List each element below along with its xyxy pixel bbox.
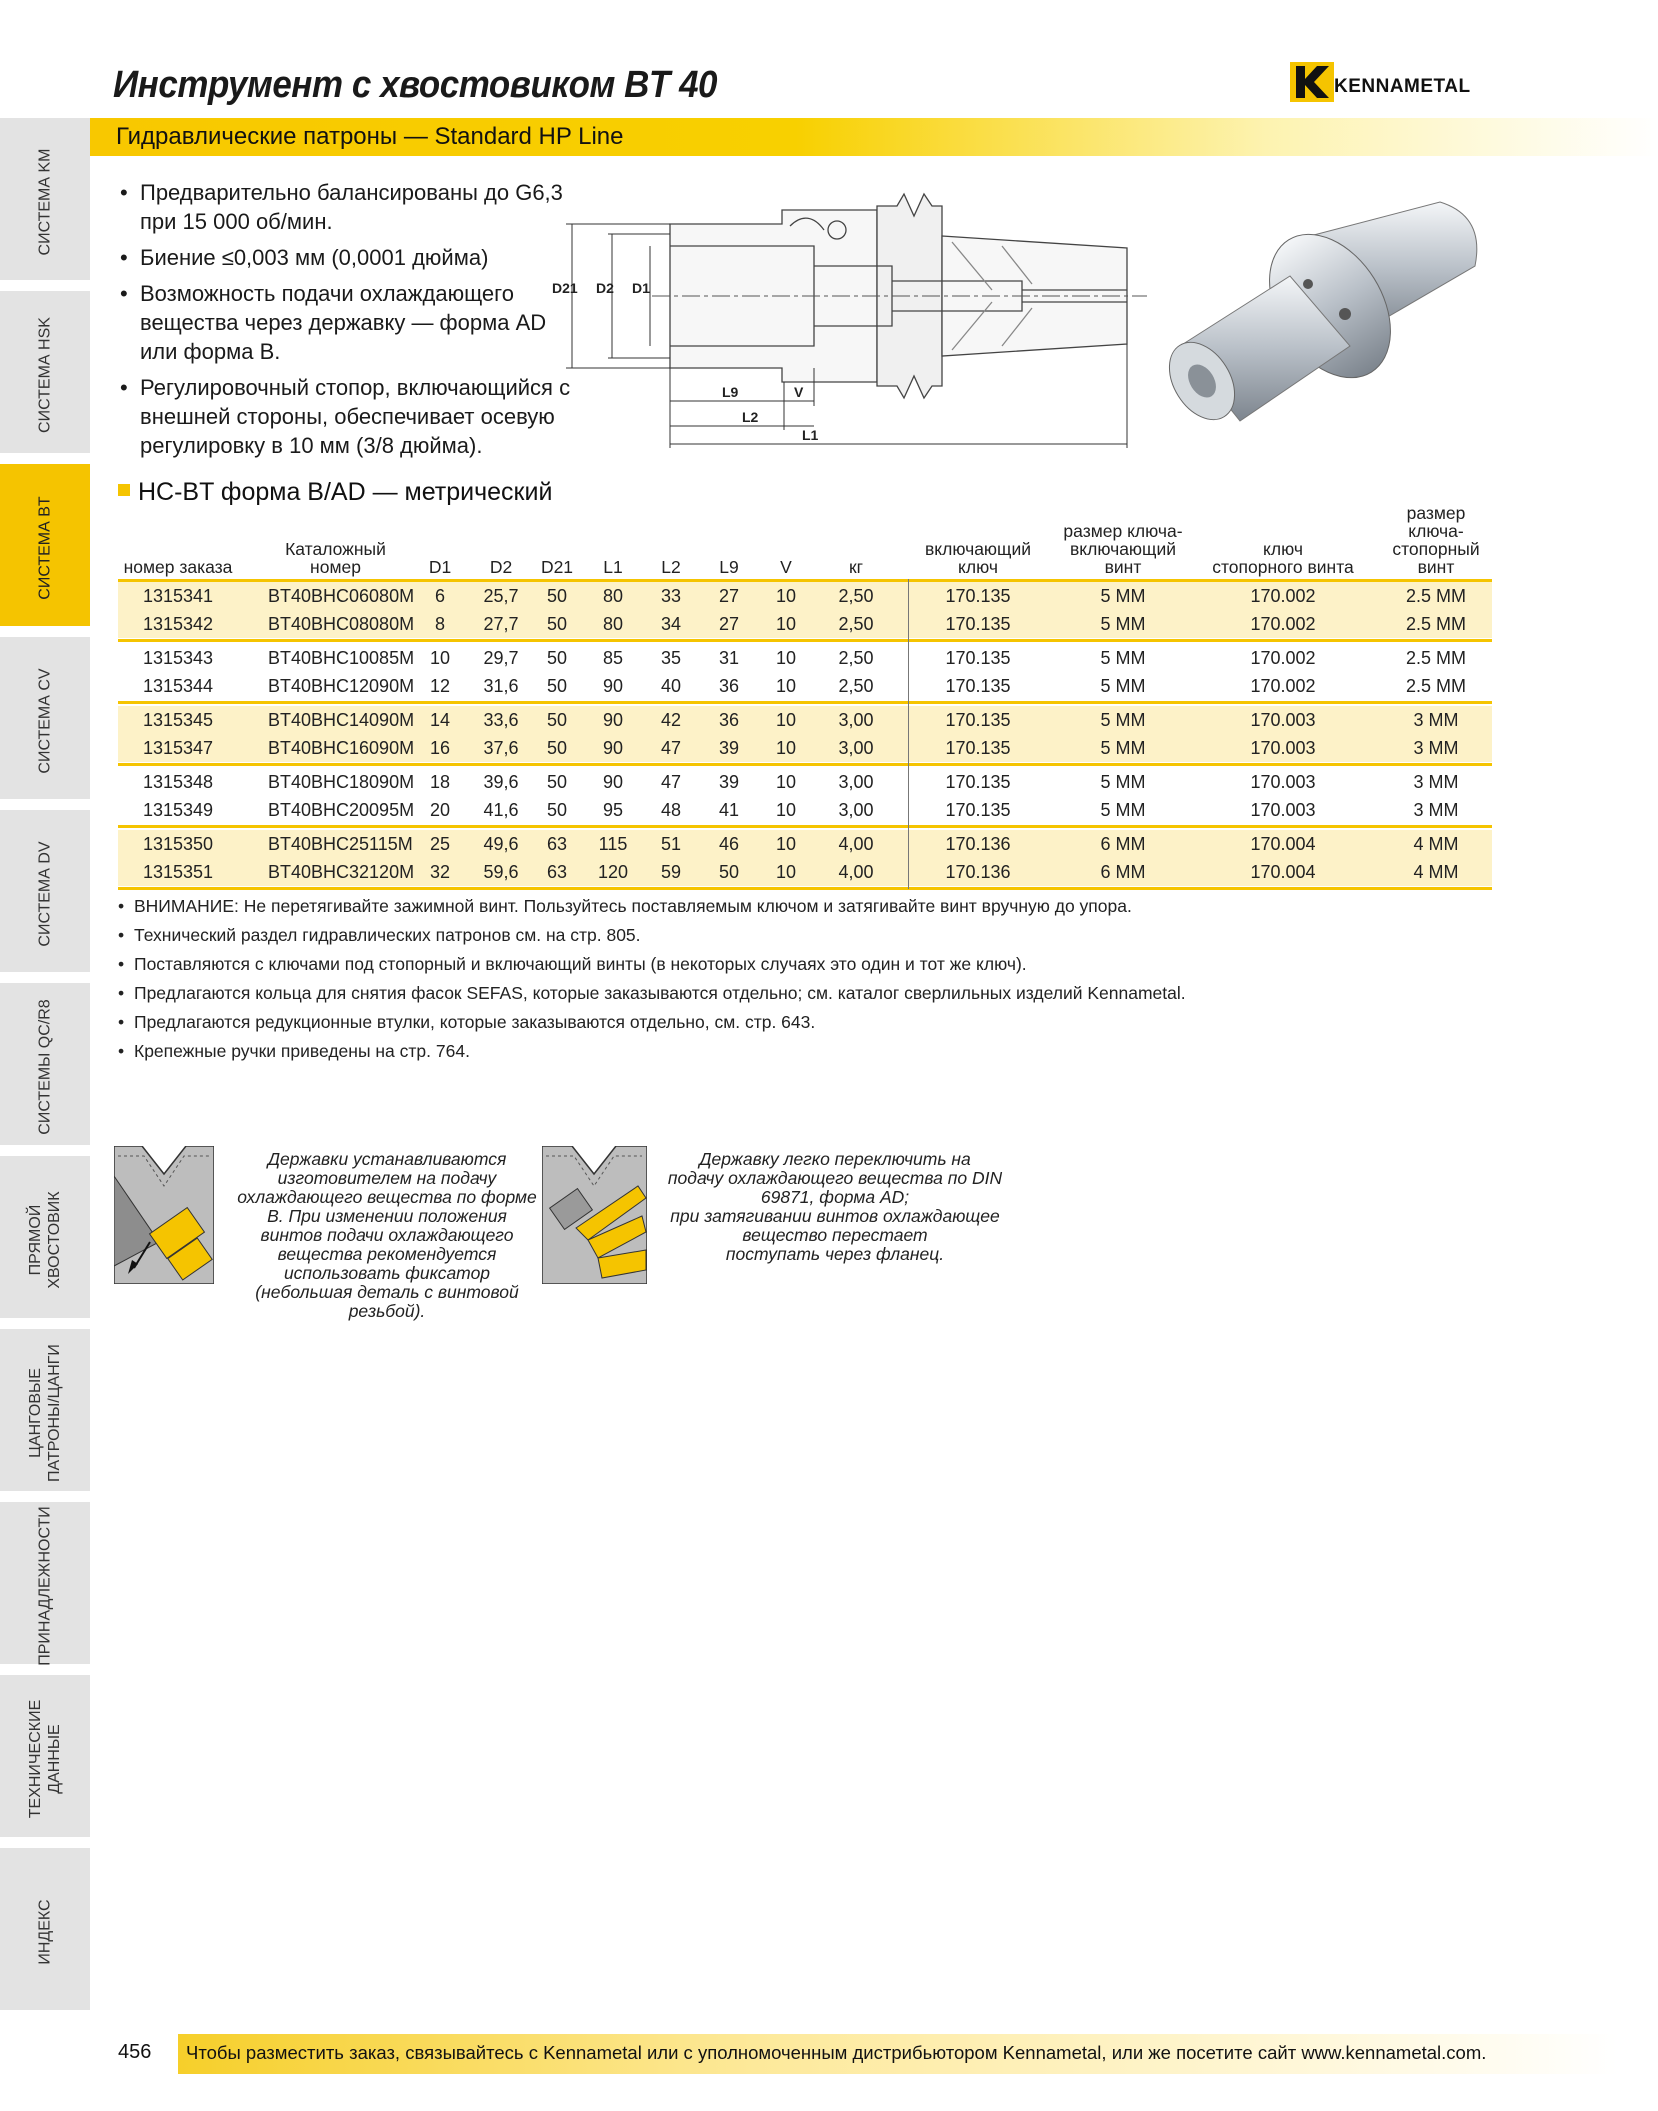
table-cell: 50 [546,800,568,820]
dim-d2-label: D2 [596,280,614,296]
kennametal-logo-icon [1290,62,1334,102]
table-cell: 1315347 [142,738,214,758]
note-item: • ВНИМАНИЕ: Не перетягивайте зажимной винт. Пользуйтесь поставляемым ключом и затягивайте винт вручную до упора. [118,892,1186,921]
table-cell: 90 [602,676,624,696]
table-cell: 39,6 [483,772,519,792]
table-cell: 35 [660,648,682,668]
table-cell: 1315351 [142,862,214,882]
sidebar-tab[interactable] [0,1675,90,1843]
feature-item: • Предварительно балансированы до G6,3 при 15 000 об/мин. [118,178,588,236]
sidebar-tab-label: СИСТЕМА KM [36,148,54,256]
note-item: • Технический раздел гидравлических патронов см. на стр. 805. [118,921,1186,950]
table-cell: 10 [775,738,797,758]
table-cell: 31 [718,648,740,668]
table-cell: 2,50 [838,648,874,668]
brand-name: KENNAMETAL [1334,76,1471,97]
table-cell: 115 [598,834,628,854]
table-cell: 170.135 [945,676,1011,696]
table-cell: 8 [434,614,445,634]
table-cell: 170.002 [1250,586,1316,606]
table-cell: 10 [775,710,797,730]
sidebar-tab[interactable] [0,1156,90,1324]
feature-item: • Биение ≤0,003 мм (0,0001 дюйма) [118,243,588,272]
table-cell: 1315342 [142,614,214,634]
table-cell: 50 [546,648,568,668]
table-cell: 31,6 [483,676,519,696]
table-cell: BT40BHC14090M [268,710,415,730]
table-cell: 42 [660,710,682,730]
table-cell: 2.5 MM [1405,586,1466,606]
dim-l9-label: L9 [722,384,739,400]
table-cell: 1315341 [142,586,214,606]
col-engage-key: включающий ключ [924,539,1032,577]
table-cell: 25,7 [483,586,519,606]
table-row [118,734,1492,762]
table-cell: 33,6 [483,710,519,730]
table-cell: 37,6 [483,738,519,758]
table-cell: 10 [775,586,797,606]
table-cell: BT40BHC32120M [268,862,415,882]
table-cell: 6 MM [1100,834,1146,854]
table-cell: 3,00 [838,738,874,758]
table-cell: 2.5 MM [1405,614,1466,634]
table-cell: BT40BHC10085M [268,648,415,668]
col-stop-key: ключ стопорного винта [1212,539,1354,577]
table-cell: 170.004 [1250,862,1316,882]
table-cell: 10 [775,648,797,668]
table-cell: 120 [597,862,629,882]
col-kg: кг [848,557,864,577]
table-group-separator [118,639,1492,642]
table-cell: 170.136 [945,862,1011,882]
table-group-separator [118,701,1492,704]
table-cell: 2.5 MM [1405,676,1466,696]
table-cell: BT40BHC12090M [268,676,415,696]
table-cell: 10 [775,676,797,696]
table-cell: 27 [718,586,740,606]
sidebar-tab-label: ТЕХНИЧЕСКИЕ ДАННЫЕ [27,1699,63,1819]
table-cell: 50 [546,586,568,606]
table-header [118,496,1492,576]
sidebar-tab[interactable] [0,1329,90,1497]
table-cell: 25 [429,834,451,854]
table-cell: 5 MM [1100,800,1146,820]
table-cell: 80 [602,586,624,606]
table-column-divider [908,579,909,889]
table-cell: 4,00 [838,862,874,882]
table-cell: 4 MM [1413,862,1459,882]
table-cell: 6 [434,586,445,606]
table-cell: 51 [660,834,682,854]
table-cell: 2,50 [838,676,874,696]
sidebar-tab[interactable] [0,1848,90,2016]
table-cell: 27,7 [483,614,519,634]
subtitle: Гидравлические патроны — Standard HP Line [116,123,624,150]
tool-holder-image [1140,196,1500,446]
sidebar-tab-label: СИСТЕМА CV [36,668,54,774]
col-engage-key-size: размер ключа- включающий винт [1063,521,1183,577]
note-item: • Предлагаются редукционные втулки, которые заказываются отдельно, см. стр. 643. [118,1008,1186,1037]
table-cell: 63 [546,834,568,854]
feature-item: • Возможность подачи охлаждающего вещества через державку — форма AD или форма B. [118,279,588,366]
table-cell: 10 [775,772,797,792]
col-l1: L1 [603,557,623,577]
yellow-square-icon [118,484,130,496]
footer-text: Чтобы разместить заказ, связывайтесь с Kennametal или с уполномоченным дистрибьютором Kennametal, или же посетите сайт www.kennametal.com. [186,2042,1487,2063]
table-cell: 1315344 [142,676,214,696]
table-cell: 39 [718,738,740,758]
table-cell: 170.002 [1250,614,1316,634]
coolant-form-b-diagram [114,1146,214,1284]
sidebar-tab-label: ИНДЕКС [36,1899,54,1965]
col-l2: L2 [661,557,681,577]
table-cell: 3,00 [838,772,874,792]
table-cell: 5 MM [1100,710,1146,730]
dim-l1-label: L1 [802,427,819,443]
dim-l2-label: L2 [742,409,759,425]
feature-item: • Регулировочный стопор, включающийся с внешней стороны, обеспечивает осевую регулировку в 10 мм (3/8 дюйма). [118,373,588,460]
sidebar-tab-label: ПРИНАДЛЕЖНОСТИ [36,1506,54,1666]
table-cell: 10 [775,800,797,820]
sidebar-tab[interactable] [0,291,90,459]
sidebar-tab-label: СИСТЕМА BT [36,496,54,600]
table-cell: 3,00 [838,800,874,820]
caption-form-b: Державки устанавливаются изготовителем на подачу охлаждающего вещества по форме B. При изменении положения винтов подачи охлаждающего вещества рекомендуется использовать фиксатор (небольшая деталь с винтовой резьбой). [237,1149,537,1321]
col-v: V [780,557,792,577]
table-cell: 48 [660,800,682,820]
table-cell: 170.003 [1250,772,1316,792]
table-cell: 170.135 [945,648,1011,668]
table-cell: 3 MM [1413,772,1459,792]
table-cell: 34 [660,614,682,634]
table-cell: 46 [718,834,740,854]
table-cell: 5 MM [1100,648,1146,668]
table-cell: 170.004 [1250,834,1316,854]
table-row [118,796,1492,824]
table-cell: 1315349 [142,800,214,820]
table-cell: 59 [660,862,682,882]
dim-d21-label: D21 [552,280,578,296]
table-cell: 170.135 [945,738,1011,758]
table-cell: 50 [718,862,740,882]
table-cell: BT40BHC08080M [268,614,415,634]
notes-list [118,892,1186,1066]
table-cell: 47 [660,772,682,792]
table-cell: 41,6 [483,800,519,820]
table-cell: 39 [718,772,740,792]
table-cell: 10 [429,648,451,668]
table-cell: 32 [429,862,451,882]
table-cell: 16 [429,738,451,758]
table-cell: 1315343 [142,648,214,668]
sidebar-tab-label: СИСТЕМЫ QC/R8 [36,999,54,1135]
table-cell: BT40BHC20095M [268,800,415,820]
table-cell: 95 [602,800,624,820]
table-cell: 36 [718,710,740,730]
dim-d1-label: D1 [632,280,650,296]
table-cell: 5 MM [1100,738,1146,758]
table-row [118,644,1492,672]
table-cell: BT40BHC16090M [268,738,415,758]
table-cell: 63 [546,862,568,882]
table-cell: 170.136 [945,834,1011,854]
table-row [118,768,1492,796]
table-cell: 85 [602,648,624,668]
table-cell: 14 [429,710,451,730]
table-cell: 50 [546,614,568,634]
table-cell: 80 [602,614,624,634]
caption-form-ad: Державку легко переключить на подачу охлаждающего вещества по DIN 69871, форма AD; при затягивании винтов охлаждающее вещество перестает поступать через фланец. [667,1149,1003,1264]
table-cell: 36 [718,676,740,696]
table-row [118,610,1492,638]
table-cell: 90 [602,738,624,758]
table-cell: 6 MM [1100,862,1146,882]
sidebar-tab[interactable] [0,1502,90,1670]
table-cell: 50 [546,738,568,758]
note-item: • Крепежные ручки приведены на стр. 764. [118,1037,1186,1066]
table-cell: 3 MM [1413,710,1459,730]
table-cell: 10 [775,834,797,854]
table-cell: 33 [660,586,682,606]
note-item: • Предлагаются кольца для снятия фасок SEFAS, которые заказываются отдельно; см. каталог сверлильных изделий Kennametal. [118,979,1186,1008]
table-cell: 1315345 [142,710,214,730]
table-cell: 3 MM [1413,800,1459,820]
table-row [118,672,1492,700]
table-cell: 1315350 [142,834,214,854]
sidebar-tab[interactable] [0,810,90,978]
table-row [118,830,1492,858]
table-row [118,706,1492,734]
sidebar-nav [0,118,90,2021]
table-cell: 41 [718,800,740,820]
table-cell: 170.135 [945,586,1011,606]
table-cell: 170.135 [945,772,1011,792]
table-cell: BT40BHC25115M [268,834,413,854]
table-cell: 40 [660,676,682,696]
table-cell: 5 MM [1100,676,1146,696]
table-cell: 4,00 [838,834,874,854]
table-cell: 50 [546,676,568,696]
sidebar-tab-label: СИСТЕМА HSK [36,317,54,433]
dim-v-label: V [794,384,804,400]
table-cell: 170.003 [1250,738,1316,758]
table-cell: 27 [718,614,740,634]
table-cell: 170.003 [1250,800,1316,820]
page-title: Инструмент с хвостовиком BT 40 [113,64,718,106]
section-heading-text: HC-BT форма B/AD — метрический [138,478,553,506]
technical-drawing [552,186,1152,458]
sidebar-tab[interactable] [0,118,90,286]
table-cell: 90 [602,710,624,730]
feature-list [118,178,588,467]
sidebar-tab-label: ПРЯМОЙ ХВОСТОВИК [27,1191,63,1289]
table-cell: 170.135 [945,614,1011,634]
table-cell: 49,6 [483,834,519,854]
table-group-separator [118,825,1492,828]
table-cell: 170.135 [945,710,1011,730]
table-cell: 2,50 [838,614,874,634]
table-cell: 59,6 [483,862,519,882]
table-cell: 170.135 [945,800,1011,820]
table-cell: 12 [429,676,451,696]
col-d21: D21 [540,557,574,577]
col-stop-key-size: размер ключа- стопорный винт [1392,503,1480,577]
kennametal-logo [1290,62,1500,104]
col-catalog-no: Каталожный номер [285,539,386,577]
col-order-no: номер заказа [123,557,233,577]
table-cell: 5 MM [1100,614,1146,634]
table-cell: 170.003 [1250,710,1316,730]
table-cell: 2.5 MM [1405,648,1466,668]
table-cell: 170.002 [1250,648,1316,668]
note-item: • Поставляются с ключами под стопорный и включающий винты (в некоторых случаях это один и тот же ключ). [118,950,1186,979]
table-cell: 3 MM [1413,738,1459,758]
table-cell: 10 [775,862,797,882]
table-group-separator [118,763,1492,766]
col-d2: D2 [489,557,513,577]
sidebar-tab-label: СИСТЕМА DV [36,841,54,947]
table-cell: 3,00 [838,710,874,730]
table-cell: 2,50 [838,586,874,606]
table-cell: 10 [775,614,797,634]
col-l9: L9 [719,557,739,577]
footer-band [178,2034,1618,2074]
table-cell: 47 [660,738,682,758]
table-row [118,582,1492,610]
sidebar-tab[interactable] [0,637,90,805]
sidebar-tab-label: ЦАНГОВЫЕ ПАТРОНЫ/ЦАНГИ [27,1344,63,1482]
coolant-form-ad-diagram [542,1146,647,1284]
table-cell: 50 [546,772,568,792]
subtitle-band [90,118,1658,156]
sidebar-tab[interactable] [0,464,90,632]
page-number: 456 [118,2041,152,2063]
sidebar-tab[interactable] [0,983,90,1151]
table-group-separator [118,887,1492,890]
table-cell: 5 MM [1100,586,1146,606]
table-cell: 50 [546,710,568,730]
table-cell: BT40BHC06080M [268,586,415,606]
table-cell: 4 MM [1413,834,1459,854]
table-cell: 5 MM [1100,772,1146,792]
table-cell: 20 [429,800,451,820]
table-cell: 1315348 [142,772,214,792]
table-cell: 18 [429,772,451,792]
table-row [118,858,1492,886]
table-cell: 170.002 [1250,676,1316,696]
table-cell: 90 [602,772,624,792]
table-cell: 29,7 [483,648,519,668]
col-d1: D1 [428,557,452,577]
table-cell: BT40BHC18090M [268,772,415,792]
